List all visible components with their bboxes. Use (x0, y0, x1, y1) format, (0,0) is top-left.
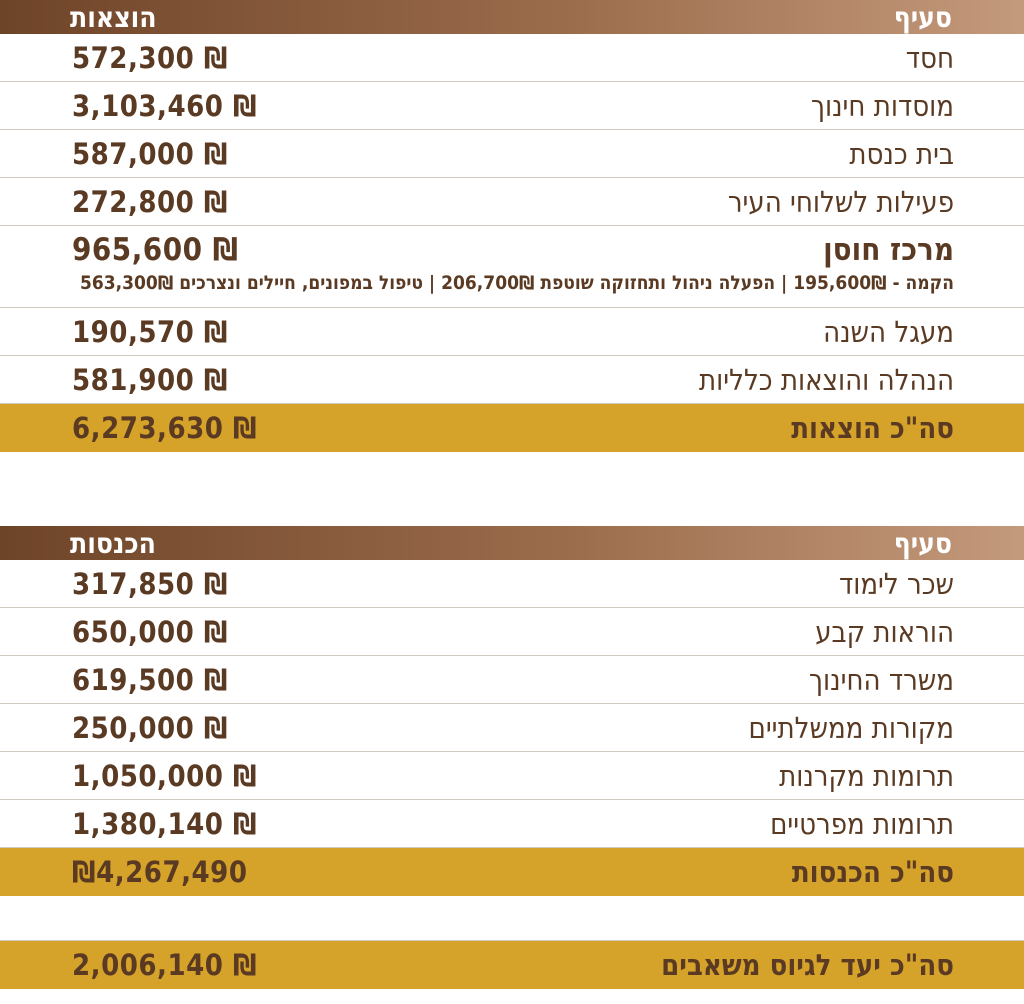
row-label: חסד (905, 40, 954, 75)
table-row (0, 704, 1024, 752)
row-label: מעגל השנה (823, 314, 954, 349)
goal-label: סה"כ יעד לגיוס משאבים (661, 948, 954, 982)
row-label: מוסדות חינוך (810, 88, 954, 123)
row-amount: 1,380,140 ₪ (72, 806, 258, 841)
table-row-resilience-center (0, 226, 1024, 308)
table-row (0, 356, 1024, 404)
expenses-header (0, 0, 1024, 34)
table-row (0, 752, 1024, 800)
table-row (0, 130, 1024, 178)
total-label: סה"כ הוצאות (791, 411, 954, 445)
row-label: משרד החינוך (809, 662, 954, 697)
table-row (0, 800, 1024, 848)
row-label: שכר לימוד (838, 566, 954, 601)
income-header-amount: הכנסות (70, 526, 156, 560)
table-row (0, 608, 1024, 656)
row-label: תרומות מפרטיים (770, 806, 954, 841)
expenses-header-item: סעיף (893, 0, 952, 34)
row-amount: 650,000 ₪ (72, 614, 228, 649)
row-breakdown-note: הקמה - 195,600₪ | הפעלה ניהול ותחזוקה שוטפת 206,700₪ | טיפול במפונים, חיילים ונצרכים 563,300₪ (79, 272, 954, 294)
expenses-header-amount: הוצאות (70, 0, 157, 34)
table-row (0, 178, 1024, 226)
row-amount: 965,600 ₪ (72, 232, 239, 268)
separator (0, 896, 1024, 941)
expenses-total-row (0, 404, 1024, 452)
income-header (0, 526, 1024, 560)
income-header-item: סעיף (893, 526, 952, 560)
table-row (0, 560, 1024, 608)
table-row (0, 34, 1024, 82)
row-amount: 3,103,460 ₪ (72, 88, 258, 123)
row-label: הוראות קבע (815, 614, 954, 649)
row-amount: 272,800 ₪ (72, 184, 228, 219)
row-label: הנהלה והוצאות כלליות (699, 362, 954, 397)
row-amount: 572,300 ₪ (72, 40, 228, 75)
expenses-table (0, 0, 1024, 452)
table-row (0, 82, 1024, 130)
income-table (0, 526, 1024, 989)
row-label: בית כנסת (849, 136, 954, 171)
total-amount: 6,273,630 ₪ (72, 411, 258, 445)
row-amount: 190,570 ₪ (72, 314, 228, 349)
table-row (0, 308, 1024, 356)
goal-amount: 2,006,140 ₪ (72, 948, 258, 982)
row-label: תרומות מקרנות (779, 758, 954, 793)
row-amount: 619,500 ₪ (72, 662, 228, 697)
row-amount: 581,900 ₪ (72, 362, 228, 397)
row-amount: 587,000 ₪ (72, 136, 228, 171)
total-label: סה"כ הכנסות (791, 855, 954, 889)
table-row (0, 656, 1024, 704)
fundraising-goal-row (0, 941, 1024, 989)
row-amount: 1,050,000 ₪ (72, 758, 258, 793)
row-amount: 250,000 ₪ (72, 710, 228, 745)
row-amount: 317,850 ₪ (72, 566, 228, 601)
income-total-row (0, 848, 1024, 896)
total-amount: ₪4,267,490 (72, 855, 248, 889)
row-label: מרכז חוסן (823, 232, 954, 268)
row-label: פעילות לשלוחי העיר (727, 184, 954, 219)
row-label: מקורות ממשלתיים (748, 710, 954, 745)
